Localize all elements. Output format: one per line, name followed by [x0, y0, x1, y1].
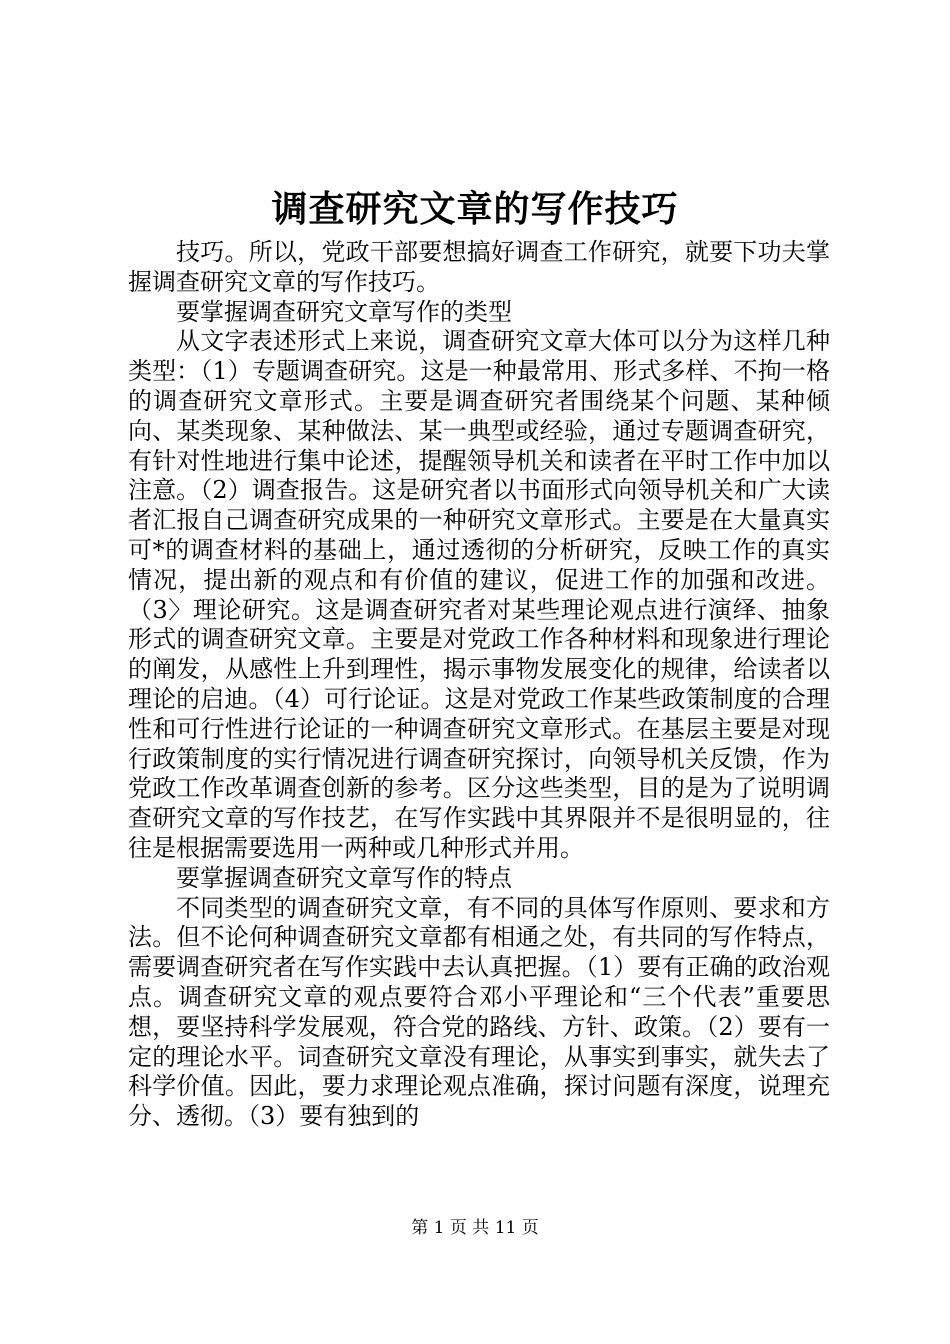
paragraph-features: 不同类型的调查研究文章，有不同的具体写作原则、要求和方法。但不论何种调查研究文章都有相通之处，有共同的写作特点，需要调查研究者在写作实践中去认真把握。（1）要有正确的政治观点。调查研究文章的观点要符合邓小平理论和“三个代表”重要思想，要坚持科学发展观，符合党的路线、方针、政策。（2）要有一定的理论水平。词查研究文章没有理论，从事实到事实，就失去了科学价值。因此，要力求理论观点准确，探讨问题有深度，说理充分、透彻。（3）要有独到的 [128, 893, 830, 1131]
document-title: 调查研究文章的写作技巧 [271, 188, 679, 230]
page-number-footer: 第 1 页 共 11 页 [411, 1218, 539, 1238]
section-heading-types: 要掌握调查研究文章写作的类型 [176, 297, 512, 326]
paragraph-intro: 技巧。所以，党政干部要想搞好调查工作研究，就要下功夫掌握调查研究文章的写作技巧。 [128, 238, 830, 296]
section-heading-features: 要掌握调查研究文章写作的特点 [176, 863, 512, 892]
paragraph-types: 从文字表述形式上来说，调查研究文章大体可以分为这样几种类型：（1）专题调查研究。这是一种最常用、形式多样、不拘一格的调查研究文章形式。主要是调查研究者围绕某个问题、某种倾向、某类现象、某种做法、某一典型或经验，通过专题调查研究，有针对性地进行集中论述，提醒领导机关和读者在平时工作中加以注意。（2）调查报告。这是研究者以书面形式向领导机关和广大读者汇报自己调查研究成果的一种研究文章形式。主要是在大量真实可*的调查材料的基础上，通过透彻的分析研究，反映工作的真实情况，提出新的观点和有价值的建议，促进工作的加强和改进。（3〉理论研究。这是调查研究者对某些理论观点进行演绎、抽象形式的调查研究文章。主要是对党政工作各种材料和现象进行理论的阐发，从感性上升到理性，揭示事物发展变化的规律，给读者以理论的启迪。（4）可行论证。这是对党政工作某些政策制度的合理性和可行性进行论证的一种调查研究文章形式。在基层主要是对现行政策制度的实行情况进行调查研究探讨，向领导机关反馈，作为党政工作改革调查创新的参考。区分这些类型，目的是为了说明调查研究文章的写作技艺，在写作实践中其界限并不是很明显的，往往是根据需要选用一两种或几种形式并用。 [128, 327, 830, 862]
document-body [128, 238, 830, 1132]
